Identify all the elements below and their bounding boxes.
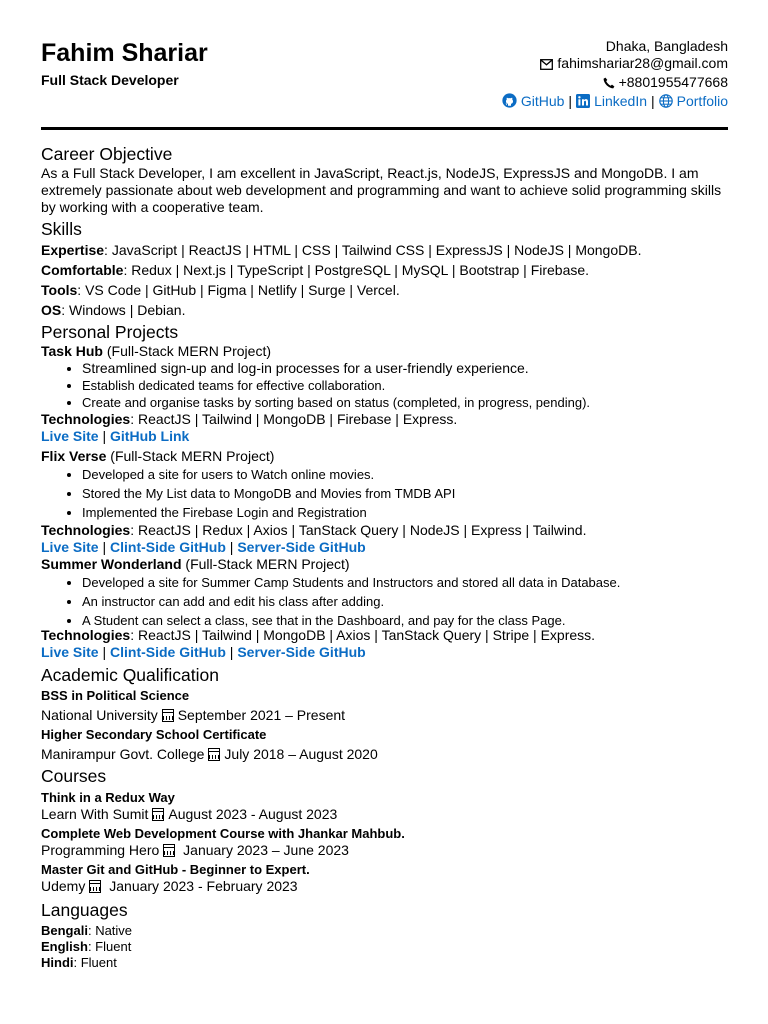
skill-label: Tools [41,282,78,298]
project-name: Task Hub [41,343,103,359]
project-links: Live Site | GitHub Link [41,428,190,444]
client-github-link[interactable]: Clint-Side GitHub [110,539,226,555]
project-type: (Full-Stack MERN Project) [102,343,272,359]
course-detail [41,878,728,895]
project-tech [41,627,728,644]
server-github-link[interactable]: Server-Side GitHub [237,539,366,555]
project-bullets [41,573,728,630]
list-item: • A Student can select a class, see that in the Dashboard, and pay for the class Page. [82,611,728,630]
calendar-icon [162,709,174,722]
phone: +8801955477668 [618,74,728,90]
github-link[interactable]: GitHub [520,93,565,109]
course-provider: Udemy [41,878,86,894]
language-level: : Fluent [73,955,117,970]
section-heading-skills: Skills [41,219,82,239]
envelope-icon [540,57,553,74]
skill-row [41,302,728,319]
project-bullets [41,360,728,411]
list-item: • Developed a site for users to Watch online movies. [82,465,728,484]
language-row [41,939,728,955]
academic-list [41,688,728,763]
date-range: August 2023 - August 2023 [168,806,338,822]
date-range: July 2018 – August 2020 [224,746,378,762]
live-site-link[interactable]: Live Site [41,539,99,555]
institution: Manirampur Govt. College [41,746,205,762]
list-item: • An instructor can add and edit his class after adding. [82,592,728,611]
list-item: • Create and organise tasks by sorting based on status (completed, in progress, pending). [82,394,728,411]
tech-value: : ReactJS | Tailwind | MongoDB | Axios | TanStack Query | Stripe | Express. [130,627,596,643]
profile-links [502,93,728,112]
phone-line [502,74,728,93]
project-name: Summer Wonderland [41,556,182,572]
section-heading-courses: Courses [41,766,107,786]
language-level: : Fluent [87,939,132,954]
project-tech [41,522,728,539]
course-title: Complete Web Development Course with Jhankar Mahbub. [41,826,405,841]
portfolio-link[interactable]: Portfolio [676,93,728,109]
objective-text: As a Full Stack Developer, I am excellent in JavaScript, React.js, NodeJS, ExpressJS and MongoDB. I am extremely passionate about web development and programming and want to achieve solid programming skills by working with a cooperative team. [41,165,722,215]
client-github-link[interactable]: Clint-Side GitHub [110,644,226,660]
language-row [41,955,728,971]
tech-label: Technologies [41,522,131,538]
skill-row [41,282,728,299]
language-name: English [41,939,88,954]
degree-detail [41,746,728,763]
calendar-icon [163,844,175,857]
date-range: January 2023 – June 2023 [179,842,349,858]
project-title [41,343,728,360]
project-tech [41,411,728,428]
skills-list [41,242,728,319]
project-bullets [41,465,728,522]
course-detail [41,806,728,823]
project-type: (Full-Stack MERN Project) [181,556,350,572]
separator: | [651,93,655,109]
skill-row [41,242,728,259]
course-title: Think in a Redux Way [41,790,175,805]
language-row [41,923,728,939]
degree-detail [41,707,728,724]
calendar-icon [152,808,164,821]
tech-label: Technologies [41,627,131,643]
course-provider: Learn With Sumit [41,806,149,822]
skill-value: : JavaScript | ReactJS | HTML | CSS | Tailwind CSS | ExpressJS | NodeJS | MongoDB. [104,242,642,258]
skill-value: : VS Code | GitHub | Figma | Netlify | Surge | Vercel. [77,282,400,298]
courses-list [41,790,728,895]
degree-title: BSS in Political Science [41,688,190,703]
tech-value: : ReactJS | Redux | Axios | TanStack Query | NodeJS | Express | Tailwind. [130,522,587,538]
contact-block [502,38,728,112]
skill-label: OS [41,302,62,318]
tech-label: Technologies [41,411,131,427]
phone-icon [603,76,615,93]
calendar-icon [208,748,220,761]
list-item: • Streamlined sign-up and log-in processes for a user-friendly experience. [82,360,728,377]
language-name: Hindi [41,955,74,970]
project-flix-verse [41,448,728,556]
skill-row [41,262,728,279]
skill-value: : Redux | Next.js | TypeScript | PostgreSQL | MySQL | Bootstrap | Firebase. [123,262,590,278]
date-range: January 2023 - February 2023 [105,878,298,894]
server-github-link[interactable]: Server-Side GitHub [237,644,366,660]
separator: | [568,93,573,109]
list-item: • Establish dedicated teams for effective collaboration. [82,377,728,394]
linkedin-icon[interactable] [576,94,590,112]
skill-label: Comfortable [41,262,124,278]
language-level: : Native [87,923,133,938]
course-provider: Programming Hero [41,842,160,858]
live-site-link[interactable]: Live Site [41,428,99,444]
project-type: (Full-Stack MERN Project) [106,448,275,464]
globe-icon[interactable] [659,94,673,112]
language-name: Bengali [41,923,88,938]
live-site-link[interactable]: Live Site [41,644,99,660]
section-heading-projects: Personal Projects [41,322,179,342]
skill-label: Expertise [41,242,105,258]
calendar-icon [89,880,101,893]
candidate-name: Fahim Shariar [41,39,208,67]
list-item: • Developed a site for Summer Camp Students and Instructors and stored all data in Database. [82,573,728,592]
linkedin-link[interactable]: LinkedIn [594,93,647,109]
project-title [41,448,728,465]
date-range: September 2021 – Present [177,707,346,723]
section-heading-objective: Career Objective [41,144,173,164]
course-title: Master Git and GitHub - Beginner to Expert. [41,862,310,877]
course-detail [41,842,728,859]
list-item: • Implemented the Firebase Login and Registration [82,503,728,522]
tech-value: : ReactJS | Tailwind | MongoDB | Firebase | Express. [130,411,458,427]
email-line[interactable] [502,55,728,74]
languages-list [41,923,728,971]
section-heading-academic: Academic Qualification [41,665,219,685]
list-item: • Stored the My List data to MongoDB and Movies from TMDB API [82,484,728,503]
resume-body [41,143,728,971]
github-icon[interactable] [502,93,517,112]
section-heading-languages: Languages [41,900,128,920]
github-repo-link[interactable]: GitHub Link [110,428,190,444]
location: Dhaka, Bangladesh [605,38,728,54]
candidate-title: Full Stack Developer [41,72,179,88]
project-title [41,556,728,573]
email[interactable]: fahimshariar28@gmail.com [557,55,728,71]
project-name: Flix Verse [41,448,107,464]
project-summer-wonderland [41,556,728,661]
degree-title: Higher Secondary School Certificate [41,727,267,742]
project-task-hub [41,343,728,445]
header-divider [41,127,728,130]
skill-value: : Windows | Debian. [61,302,186,318]
project-links: Live Site | Clint-Side GitHub | Server-Side GitHub [41,644,366,660]
project-links: Live Site | Clint-Side GitHub | Server-Side GitHub [41,539,366,555]
institution: National University [41,707,158,723]
